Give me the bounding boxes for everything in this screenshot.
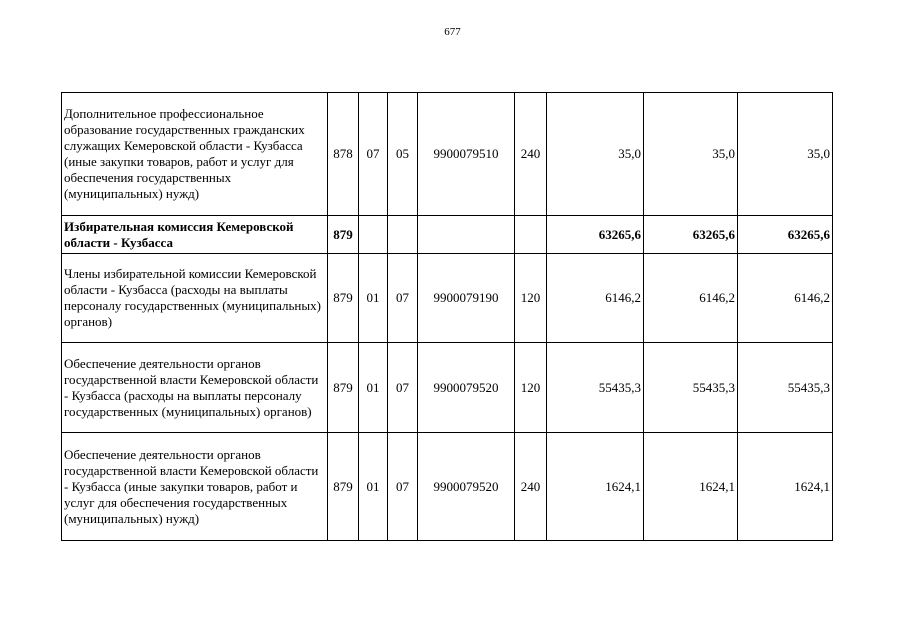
sum-1: 63265,6 <box>547 216 644 254</box>
target-article-code: 9900079520 <box>418 433 515 541</box>
sum-1: 35,0 <box>547 93 644 216</box>
sum-1: 1624,1 <box>547 433 644 541</box>
sum-1: 55435,3 <box>547 343 644 433</box>
row-name: Члены избирательной комиссии Кемеровской области - Кузбасса (расходы на выплаты персоналу государственных (муниципальных) органов) <box>62 254 328 343</box>
ministry-code: 878 <box>328 93 359 216</box>
subsection-code: 07 <box>388 343 418 433</box>
row-name: Обеспечение деятельности органов государственной власти Кемеровской области - Кузбасса (расходы на выплаты персоналу государственных (муниципальных) органов) <box>62 343 328 433</box>
table-row <box>62 433 833 541</box>
subsection-code: 05 <box>388 93 418 216</box>
row-name: Избирательная комиссия Кемеровской области - Кузбасса <box>62 216 328 254</box>
section-code: 07 <box>359 93 388 216</box>
table-row <box>62 216 833 254</box>
expense-type-code: 120 <box>515 254 547 343</box>
row-name: Дополнительное профессиональное образование государственных гражданских служащих Кемеровской области - Кузбасса (иные закупки товаров, работ и услуг для обеспечения государственных (муниципальных) нужд) <box>62 93 328 216</box>
sum-2: 1624,1 <box>644 433 738 541</box>
expense-type-code: 240 <box>515 433 547 541</box>
subsection-code <box>388 216 418 254</box>
table-row <box>62 343 833 433</box>
sum-2: 63265,6 <box>644 216 738 254</box>
budget-table <box>61 92 833 541</box>
expense-type-code <box>515 216 547 254</box>
ministry-code: 879 <box>328 433 359 541</box>
subsection-code: 07 <box>388 254 418 343</box>
sum-3: 35,0 <box>738 93 833 216</box>
section-code: 01 <box>359 433 388 541</box>
row-name: Обеспечение деятельности органов государственной власти Кемеровской области - Кузбасса (иные закупки товаров, работ и услуг для обеспечения государственных (муниципальных) нужд) <box>62 433 328 541</box>
section-code: 01 <box>359 343 388 433</box>
sum-2: 55435,3 <box>644 343 738 433</box>
ministry-code: 879 <box>328 343 359 433</box>
sum-3: 55435,3 <box>738 343 833 433</box>
target-article-code: 9900079190 <box>418 254 515 343</box>
subsection-code: 07 <box>388 433 418 541</box>
target-article-code <box>418 216 515 254</box>
sum-1: 6146,2 <box>547 254 644 343</box>
page-number: 677 <box>444 26 461 38</box>
ministry-code: 879 <box>328 216 359 254</box>
ministry-code: 879 <box>328 254 359 343</box>
expense-type-code: 120 <box>515 343 547 433</box>
sum-2: 35,0 <box>644 93 738 216</box>
sum-2: 6146,2 <box>644 254 738 343</box>
table-row <box>62 93 833 216</box>
section-code <box>359 216 388 254</box>
target-article-code: 9900079520 <box>418 343 515 433</box>
sum-3: 1624,1 <box>738 433 833 541</box>
target-article-code: 9900079510 <box>418 93 515 216</box>
sum-3: 63265,6 <box>738 216 833 254</box>
table-row <box>62 254 833 343</box>
sum-3: 6146,2 <box>738 254 833 343</box>
section-code: 01 <box>359 254 388 343</box>
expense-type-code: 240 <box>515 93 547 216</box>
